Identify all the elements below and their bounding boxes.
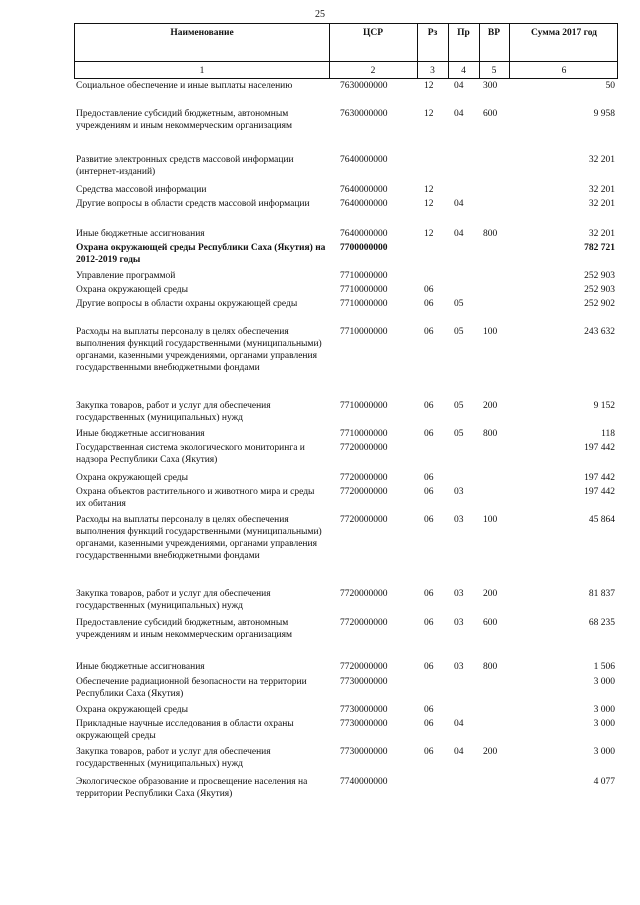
- header-pr: Пр: [457, 28, 470, 38]
- header-num-rz: 3: [430, 66, 435, 76]
- row-csr: 7720000000: [340, 589, 388, 599]
- row-csr: 7720000000: [340, 662, 388, 672]
- row-name: Предоставление субсидий бюджетным, автономным учреждениям и иным некоммерческим организациям: [76, 618, 293, 640]
- row-rz: 12: [424, 229, 434, 239]
- row-sum: 81 837: [588, 589, 615, 599]
- row-rz: 06: [424, 618, 434, 628]
- row-name: Иные бюджетные ассигнования: [76, 229, 205, 239]
- table-row: [0, 718, 640, 746]
- row-vr: 200: [483, 589, 498, 599]
- row-sum: 45 864: [588, 515, 615, 525]
- table-row: [0, 108, 640, 154]
- row-name: Охрана окружающей среды Республики Саха (Якутия) на 2012-2019 годы: [76, 243, 326, 265]
- table-row: [0, 661, 640, 676]
- row-name: Закупка товаров, работ и услуг для обеспечения государственных (муниципальных) нужд: [76, 747, 271, 769]
- row-name: Обеспечение радиационной безопасности на территории Республики Саха (Якутия): [76, 677, 307, 699]
- row-sum: 32 201: [588, 229, 615, 239]
- row-sum: 9 152: [593, 401, 615, 411]
- row-csr: 7630000000: [340, 81, 388, 91]
- table-row: [0, 428, 640, 442]
- row-rz: 12: [424, 81, 434, 91]
- table-row: [0, 588, 640, 617]
- row-name: Средства массовой информации: [76, 185, 207, 195]
- page-number: 25: [315, 9, 325, 20]
- table-row: [0, 228, 640, 242]
- row-vr: 100: [483, 515, 498, 525]
- table-row: [0, 472, 640, 486]
- row-rz: 06: [424, 719, 434, 729]
- row-pr: 03: [454, 515, 464, 525]
- row-sum: 243 632: [584, 327, 615, 337]
- header-name: Наименование: [170, 28, 234, 38]
- row-csr: 7710000000: [340, 271, 388, 281]
- row-vr: 600: [483, 109, 498, 119]
- row-rz: 06: [424, 747, 434, 757]
- row-sum: 3 000: [593, 719, 615, 729]
- table-row: [0, 617, 640, 661]
- row-csr: 7730000000: [340, 677, 388, 687]
- row-pr: 05: [454, 299, 464, 309]
- row-rz: 06: [424, 662, 434, 672]
- row-sum: 252 902: [584, 299, 615, 309]
- row-vr: 800: [483, 229, 498, 239]
- table-row: [0, 514, 640, 588]
- row-pr: 04: [454, 747, 464, 757]
- row-vr: 200: [483, 401, 498, 411]
- row-name: Прикладные научные исследования в области охраны окружающей среды: [76, 719, 294, 741]
- row-name: Социальное обеспечение и иные выплаты населению: [76, 81, 293, 91]
- row-rz: 06: [424, 515, 434, 525]
- table-header: [74, 23, 618, 79]
- table-row: [0, 80, 640, 108]
- header-vr: ВР: [487, 28, 501, 38]
- row-name: Закупка товаров, работ и услуг для обеспечения государственных (муниципальных) нужд: [76, 589, 271, 611]
- row-csr: 7720000000: [340, 443, 388, 453]
- row-sum: 252 903: [584, 271, 615, 281]
- row-csr: 7640000000: [340, 199, 388, 209]
- row-csr: 7710000000: [340, 429, 388, 439]
- row-sum: 32 201: [588, 185, 615, 195]
- row-sum: 197 442: [584, 487, 615, 497]
- row-sum: 118: [601, 429, 615, 439]
- row-csr: 7630000000: [340, 109, 388, 119]
- table-row: [0, 704, 640, 718]
- row-pr: 04: [454, 229, 464, 239]
- header-sum: Сумма 2017 год: [531, 28, 597, 38]
- row-csr: 7710000000: [340, 285, 388, 295]
- row-csr: 7730000000: [340, 747, 388, 757]
- row-rz: 12: [424, 109, 434, 119]
- row-name: Охрана окружающей среды: [76, 705, 189, 715]
- row-pr: 03: [454, 618, 464, 628]
- table-row: [0, 284, 640, 298]
- row-sum: 3 000: [593, 677, 615, 687]
- header-rz: Рз: [427, 28, 438, 38]
- row-pr: 04: [454, 719, 464, 729]
- table-row: [0, 400, 640, 428]
- row-rz: 06: [424, 589, 434, 599]
- row-csr: 7710000000: [340, 299, 388, 309]
- table-row: [0, 154, 640, 184]
- row-csr: 7640000000: [340, 185, 388, 195]
- row-csr: 7640000000: [340, 229, 388, 239]
- table-row: [0, 442, 640, 472]
- table-row: [0, 676, 640, 704]
- row-name: Расходы на выплаты персоналу в целях обеспечения выполнения функций государственными (муниципальными) органами, казенными учреждениями, органами управления государственными внебюджетными фондами: [76, 327, 322, 373]
- row-vr: 100: [483, 327, 498, 337]
- row-name: Охрана объектов растительного и животного мира и среды их обитания: [76, 487, 315, 509]
- row-rz: 06: [424, 429, 434, 439]
- row-csr: 7720000000: [340, 473, 388, 483]
- row-csr: 7720000000: [340, 515, 388, 525]
- row-rz: 06: [424, 473, 434, 483]
- row-pr: 03: [454, 487, 464, 497]
- row-sum: 3 000: [593, 705, 615, 715]
- row-rz: 06: [424, 327, 434, 337]
- table-row: [0, 326, 640, 400]
- table-row: [0, 486, 640, 514]
- row-sum: 32 201: [588, 199, 615, 209]
- row-rz: 12: [424, 185, 434, 195]
- table-row: [0, 298, 640, 326]
- row-csr: 7730000000: [340, 719, 388, 729]
- row-vr: 600: [483, 618, 498, 628]
- row-csr: 7700000000: [340, 243, 388, 253]
- row-sum: 4 077: [593, 777, 615, 787]
- row-rz: 06: [424, 401, 434, 411]
- row-sum: 3 000: [593, 747, 615, 757]
- row-sum: 197 442: [584, 443, 615, 453]
- row-rz: 06: [424, 285, 434, 295]
- header-csr: ЦСР: [362, 28, 384, 38]
- table-body: [0, 80, 640, 804]
- row-csr: 7710000000: [340, 401, 388, 411]
- header-num-sum: 6: [561, 66, 567, 76]
- row-name: Иные бюджетные ассигнования: [76, 429, 205, 439]
- row-pr: 04: [454, 81, 464, 91]
- table-row: [0, 198, 640, 228]
- row-csr: 7740000000: [340, 777, 388, 787]
- row-pr: 05: [454, 401, 464, 411]
- row-name: Другие вопросы в области охраны окружающей среды: [76, 299, 298, 309]
- row-name: Экологическое образование и просвещение населения на территории Республики Саха (Якутия): [76, 777, 308, 799]
- row-name: Управление программой: [76, 271, 176, 281]
- row-name: Охрана окружающей среды: [76, 285, 189, 295]
- row-name: Расходы на выплаты персоналу в целях обеспечения выполнения функций государственными (муниципальными) органами, казенными учреждениями, органами управления государственными внебюджетными фондами: [76, 515, 322, 561]
- row-sum: 68 235: [588, 618, 615, 628]
- row-pr: 03: [454, 662, 464, 672]
- row-rz: 06: [424, 705, 434, 715]
- row-sum: 50: [605, 81, 615, 91]
- row-name: Охрана окружающей среды: [76, 473, 189, 483]
- row-name: Предоставление субсидий бюджетным, автономным учреждениям и иным некоммерческим организациям: [76, 109, 293, 131]
- row-vr: 300: [483, 81, 498, 91]
- row-rz: 12: [424, 199, 434, 209]
- row-csr: 7730000000: [340, 705, 388, 715]
- table-row: [0, 776, 640, 804]
- row-pr: 04: [454, 199, 464, 209]
- header-num-pr: 4: [461, 66, 466, 76]
- row-csr: 7720000000: [340, 618, 388, 628]
- row-name: Закупка товаров, работ и услуг для обеспечения государственных (муниципальных) нужд: [76, 401, 271, 423]
- row-name: Иные бюджетные ассигнования: [76, 662, 205, 672]
- row-name: Государственная система экологического мониторинга и надзора Республики Саха (Якутия): [76, 443, 305, 465]
- row-rz: 06: [424, 487, 434, 497]
- row-csr: 7720000000: [340, 487, 388, 497]
- row-sum: 252 903: [584, 285, 615, 295]
- row-pr: 05: [454, 327, 464, 337]
- row-rz: 06: [424, 299, 434, 309]
- row-vr: 800: [483, 429, 498, 439]
- row-sum: 9 958: [593, 109, 615, 119]
- row-sum: 32 201: [588, 155, 615, 165]
- row-vr: 800: [483, 662, 498, 672]
- table-row-program: [0, 242, 640, 270]
- header-num-vr: 5: [491, 66, 497, 76]
- table-row: [0, 184, 640, 198]
- row-sum: 197 442: [584, 473, 615, 483]
- table-row: [0, 746, 640, 776]
- row-pr: 03: [454, 589, 464, 599]
- row-csr: 7710000000: [340, 327, 388, 337]
- table-row: [0, 270, 640, 284]
- row-sum: 1 506: [593, 662, 615, 672]
- row-sum: 782 721: [584, 243, 615, 253]
- row-csr: 7640000000: [340, 155, 388, 165]
- header-num-name: 1: [199, 66, 205, 76]
- row-vr: 200: [483, 747, 498, 757]
- row-name: Другие вопросы в области средств массовой информации: [76, 199, 310, 209]
- row-pr: 04: [454, 109, 464, 119]
- row-name: Развитие электронных средств массовой информации (интернет-изданий): [76, 155, 294, 177]
- header-num-csr: 2: [370, 66, 376, 76]
- row-pr: 05: [454, 429, 464, 439]
